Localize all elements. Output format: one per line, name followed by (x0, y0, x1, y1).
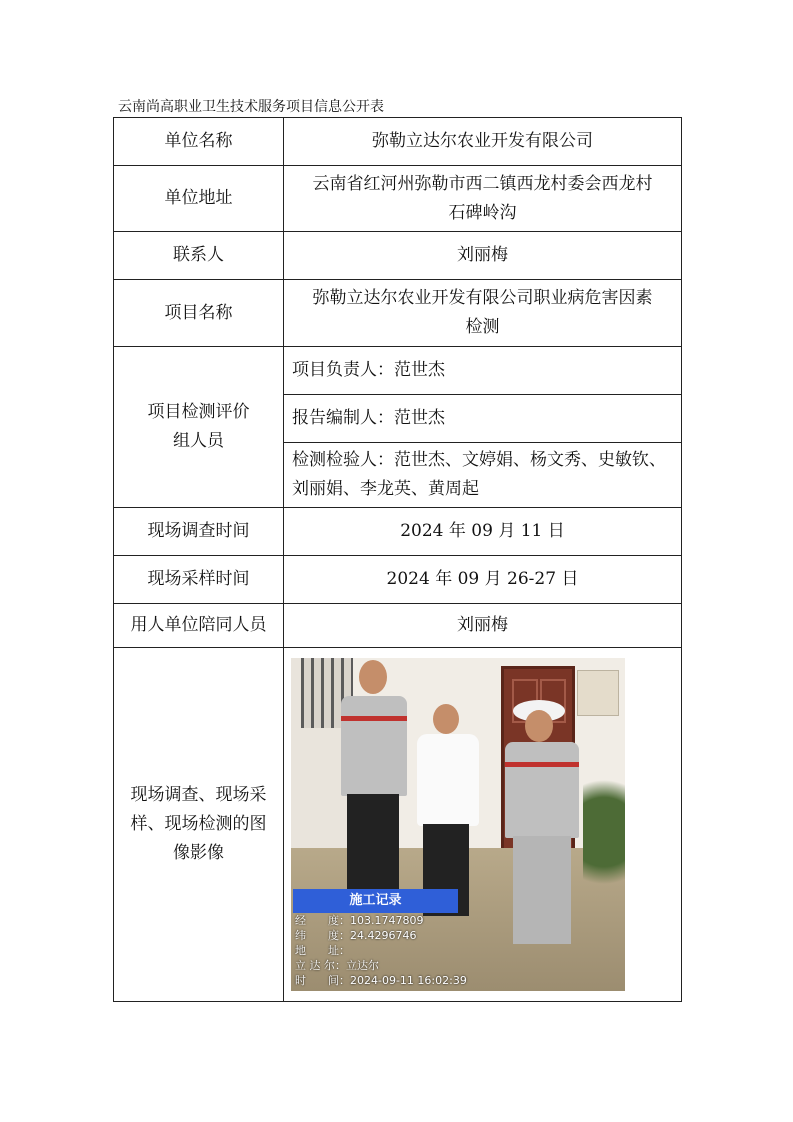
stamp-time: 时 间：2024-09-11 16:02:39 (295, 974, 467, 987)
table-row (114, 508, 682, 556)
team-label-line1: 项目检测评价 (147, 402, 250, 422)
team-label-line2: 组人员 (173, 431, 224, 451)
project-name-line2: 检测 (465, 317, 500, 337)
table-row (114, 648, 682, 1002)
stamp-address: 地 址： (295, 944, 350, 957)
unit-name-value: 弥勒立达尔农业开发有限公司 (284, 118, 682, 166)
project-name-line1: 弥勒立达尔农业开发有限公司职业病危害因素 (312, 288, 653, 308)
survey-time-value: 2024 年 09 月 11 日 (284, 508, 682, 556)
images-label-line2: 样、现场检测的图 (130, 814, 267, 834)
table-row (114, 280, 682, 347)
contact-label: 联系人 (114, 232, 284, 280)
images-label-line1: 现场调查、现场采 (130, 785, 267, 805)
photo-stamp (293, 889, 467, 989)
project-name-value (284, 280, 682, 347)
table-row (114, 347, 682, 395)
info-table (113, 117, 682, 1002)
table-row (114, 118, 682, 166)
site-photo (291, 658, 625, 991)
team-leader: 项目负责人：范世杰 (284, 347, 682, 395)
team-label (114, 347, 284, 508)
unit-address-label: 单位地址 (114, 166, 284, 232)
team-inspectors-line1: 检测检验人：范世杰、文婷娟、杨文秀、史敏钦、 (292, 450, 666, 470)
photo-cell (284, 648, 682, 1002)
project-name-label: 项目名称 (114, 280, 284, 347)
team-inspectors (284, 443, 682, 508)
contact-value: 刘丽梅 (284, 232, 682, 280)
stamp-longitude: 经 度：103.1747809 (295, 914, 424, 927)
survey-time-label: 现场调查时间 (114, 508, 284, 556)
sampling-time-value: 2024 年 09 月 26-27 日 (284, 556, 682, 604)
team-author: 报告编制人：范世杰 (284, 395, 682, 443)
accompany-value: 刘丽梅 (284, 604, 682, 648)
table-row (114, 166, 682, 232)
unit-name-label: 单位名称 (114, 118, 284, 166)
sampling-time-label: 现场采样时间 (114, 556, 284, 604)
images-label (114, 648, 284, 1002)
accompany-label: 用人单位陪同人员 (114, 604, 284, 648)
unit-address-value (284, 166, 682, 232)
page-caption: 云南尚高职业卫生技术服务项目信息公开表 (118, 99, 384, 115)
table-row (114, 604, 682, 648)
images-label-line3: 像影像 (173, 843, 224, 863)
stamp-company: 立 达 尔：立达尔 (295, 959, 379, 972)
stamp-title: 施工记录 (293, 889, 458, 913)
unit-address-line2: 石碑岭沟 (448, 202, 517, 223)
stamp-latitude: 纬 度：24.4296746 (295, 929, 417, 942)
unit-address-line1: 云南省红河州弥勒市西二镇西龙村委会西龙村 (312, 173, 653, 194)
table-row (114, 556, 682, 604)
team-inspectors-line2: 刘丽娟、李龙英、黄周起 (292, 479, 479, 499)
table-row (114, 232, 682, 280)
